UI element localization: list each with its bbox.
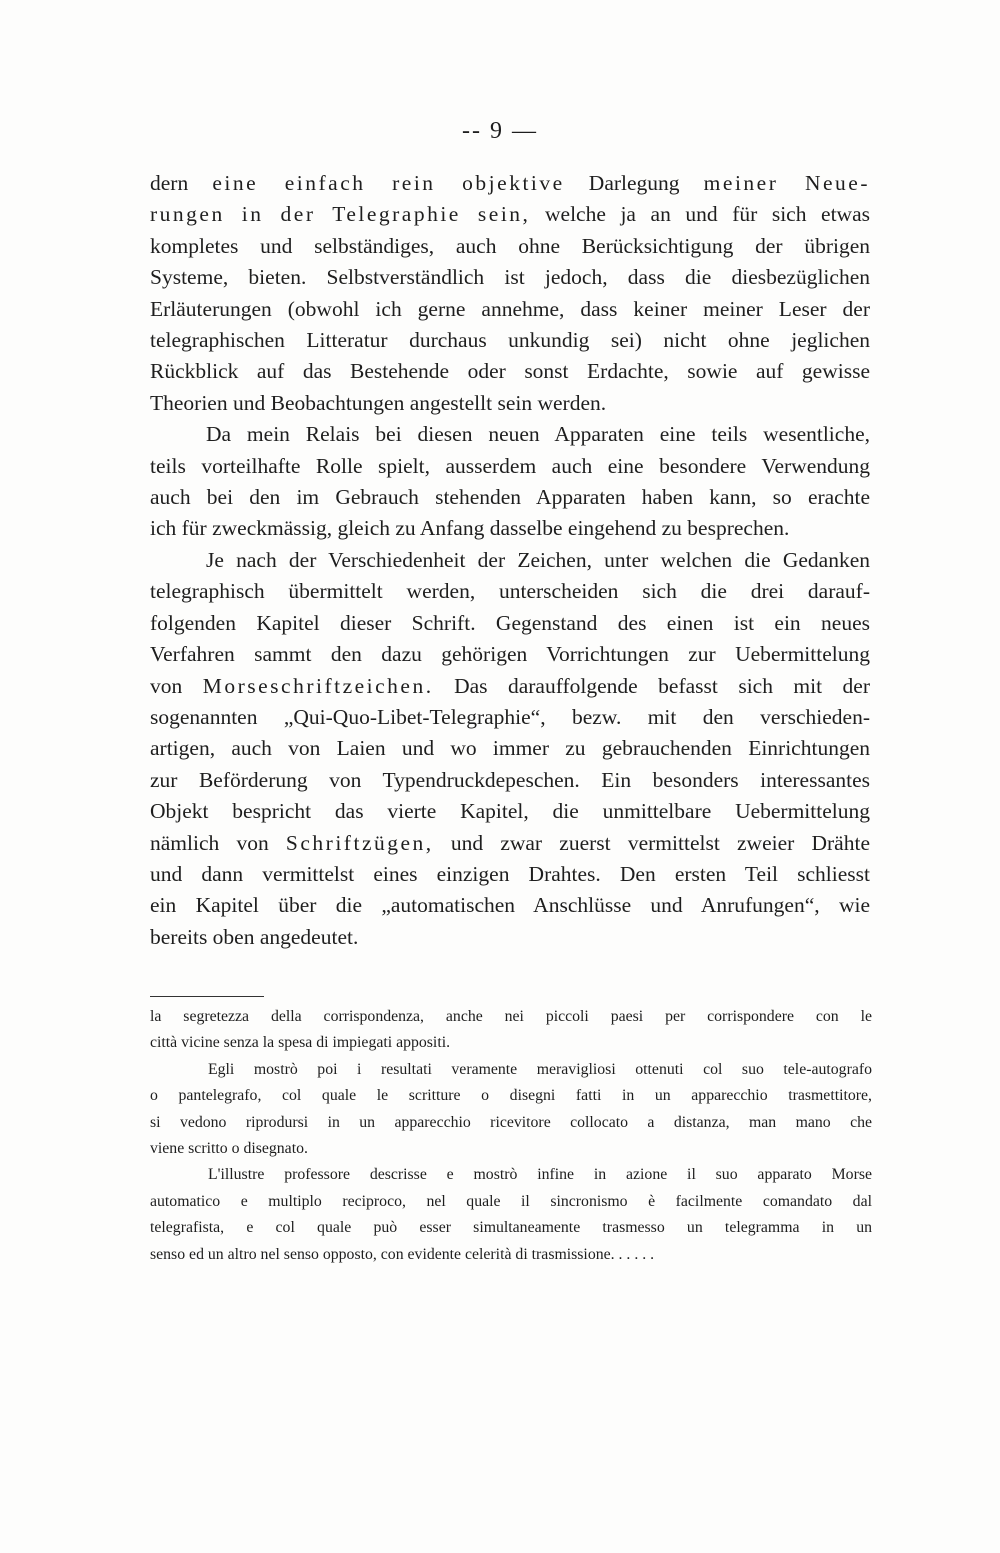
text-line: folgenden Kapitel dieser Schrift. Gegenstand des einen ist ein neues — [150, 610, 870, 635]
text-line: telegraphischen Litteratur durchaus unkundig sei) nicht ohne jeglichen — [150, 328, 870, 353]
paragraph — [150, 1057, 872, 1163]
text-line: ein Kapitel über die „automatischen Anschlüsse und Anrufungen“, wie — [150, 893, 870, 918]
text-line: viene scritto o disegnato. — [150, 1140, 308, 1158]
footnotes — [150, 1004, 872, 1268]
paragraph — [150, 419, 870, 545]
text-line: Rückblick auf das Bestehende oder sonst Erdachte, sowie auf gewisse — [150, 359, 870, 384]
text-line: automatico e multiplo reciproco, nel quale il sincronismo è facilmente comandato dal — [150, 1192, 872, 1210]
footnote-separator — [150, 996, 264, 997]
text-line — [150, 828, 870, 859]
text-line: senso ed un altro nel senso opposto, con evidente celerità di trasmissione. . . . . . — [150, 1245, 655, 1263]
text-line: Theorien und Beobachtungen angestellt sein werden. — [150, 390, 607, 415]
text-line: L'illustre professore descrisse e mostrò infine in azione il suo apparato Morse — [208, 1166, 872, 1184]
text-line: telegrafista, e col quale può esser simultaneamente trasmesso un telegramma in un — [150, 1219, 872, 1237]
text-line — [150, 671, 870, 702]
paragraph — [150, 168, 870, 419]
paragraph — [150, 1004, 872, 1057]
text-line: Erläuterungen (obwohl ich gerne annehme, dass keiner meiner Leser der — [150, 296, 870, 321]
text-line: und dann vermittelst eines einzigen Drahtes. Den ersten Teil schliesst — [150, 861, 870, 886]
main-body-text — [150, 168, 870, 953]
text-line: Objekt bespricht das vierte Kapitel, die unmittelbare Uebermittelung — [150, 799, 870, 824]
spaced-emphasis: meiner Neue- — [703, 171, 871, 195]
text-line: sogenannten „Qui-Quo-Libet-Telegraphie“, bezw. mit den verschieden- — [150, 704, 870, 729]
paragraph — [150, 545, 870, 953]
spaced-emphasis: Schriftzügen, — [285, 830, 434, 855]
text-line — [150, 199, 870, 230]
text-line: o pantelegrafo, col quale le scritture o disegni fatti in un apparecchio trasmettitore, — [150, 1087, 872, 1105]
text-line: si vedono riprodursi in un apparecchio ricevitore collocato a distanza, man mano che — [150, 1113, 872, 1131]
text-line: Da mein Relais bei diesen neuen Apparaten eine teils wesentliche, — [206, 422, 870, 447]
text-run: nämlich von — [150, 830, 286, 855]
text-line: città vicine senza la spesa di impiegati appositi. — [150, 1034, 451, 1052]
text-line: kompletes und selbständiges, auch ohne Berücksichtigung der übrigen — [150, 233, 870, 258]
text-line: artigen, auch von Laien und wo immer zu gebrauchenden Einrichtungen — [150, 736, 870, 761]
text-line: Verfahren sammt den dazu gehörigen Vorrichtungen zur Uebermittelung — [150, 642, 870, 667]
text-line: zur Beförderung von Typendruckdepeschen. Ein besonders interessantes — [150, 767, 870, 792]
text-run: dern — [150, 171, 213, 195]
page-number: -- 9 — — [462, 118, 538, 144]
text-line: Systeme, bieten. Selbstverständlich ist jedoch, dass die diesbezüglichen — [150, 265, 870, 290]
text-line: teils vorteilhafte Rolle spielt, ausserdem auch eine besondere Verwendung — [150, 453, 870, 478]
text-line: bereits oben angedeutet. — [150, 924, 359, 949]
text-line: Je nach der Verschiedenheit der Zeichen, unter welchen die Gedanken — [206, 547, 870, 572]
spaced-emphasis: eine einfach rein objektive — [212, 171, 565, 195]
text-run: welche ja an und für sich etwas — [530, 202, 870, 227]
text-run: Das darauffolgende befasst sich mit der — [433, 673, 870, 698]
text-run: von — [150, 673, 203, 698]
text-line: ich für zweckmässig, gleich zu Anfang dasselbe eingehend zu besprechen. — [150, 516, 790, 541]
text-line: auch bei den im Gebrauch stehenden Apparaten haben kann, so erachte — [150, 485, 870, 510]
text-run: und zwar zuerst vermittelst zweier Drähte — [433, 830, 870, 855]
spaced-emphasis: rungen in der Telegraphie sein, — [150, 202, 531, 227]
spaced-emphasis: Morseschriftzeichen. — [202, 673, 434, 698]
text-line: telegraphisch übermittelt werden, unterscheiden sich die drei darauf- — [150, 579, 870, 604]
text-run: Darlegung — [564, 171, 704, 195]
text-line — [150, 168, 870, 199]
text-line: Egli mostrò poi i resultati veramente meravigliosi ottenuti col suo tele-autografo — [208, 1060, 872, 1078]
text-line: la segretezza della corrispondenza, anche nei piccoli paesi per corrispondere con le — [150, 1008, 872, 1025]
paragraph — [150, 1162, 872, 1268]
